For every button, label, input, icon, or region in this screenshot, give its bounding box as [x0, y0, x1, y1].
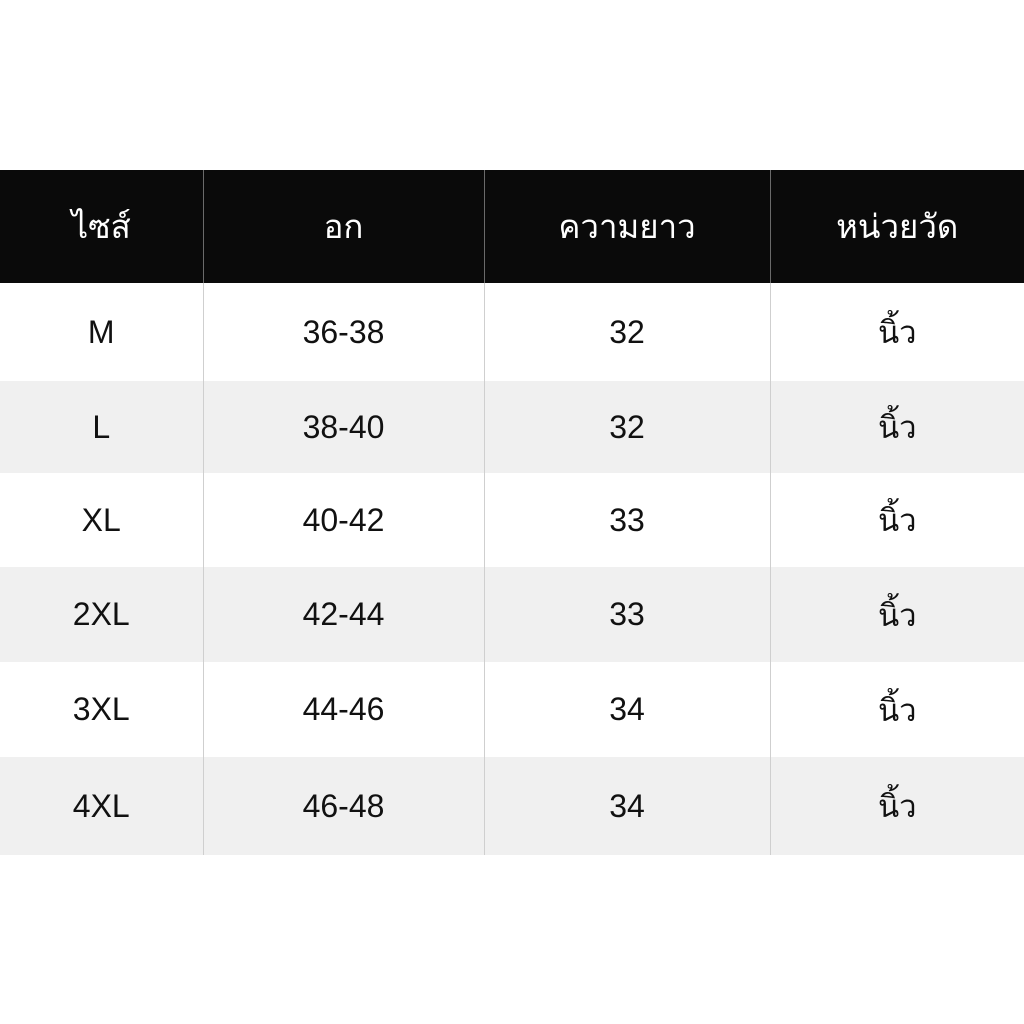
cell-length: 34: [484, 662, 770, 757]
cell-size: 4XL: [0, 757, 203, 855]
cell-size: L: [0, 381, 203, 473]
cell-length: 32: [484, 283, 770, 381]
cell-length: 32: [484, 381, 770, 473]
cell-chest: 36-38: [203, 283, 484, 381]
cell-size: XL: [0, 473, 203, 567]
table-row: [0, 662, 1024, 757]
cell-chest: 42-44: [203, 567, 484, 662]
table-row: [0, 381, 1024, 473]
table-body: [0, 283, 1024, 855]
cell-unit: นิ้ว: [770, 757, 1024, 855]
cell-chest: 40-42: [203, 473, 484, 567]
cell-size: M: [0, 283, 203, 381]
cell-unit: นิ้ว: [770, 473, 1024, 567]
cell-length: 33: [484, 473, 770, 567]
table-row: [0, 283, 1024, 381]
header-chest: อก: [203, 170, 484, 283]
cell-unit: นิ้ว: [770, 283, 1024, 381]
table-row: [0, 567, 1024, 662]
cell-length: 34: [484, 757, 770, 855]
header-unit: หน่วยวัด: [770, 170, 1024, 283]
cell-unit: นิ้ว: [770, 662, 1024, 757]
cell-length: 33: [484, 567, 770, 662]
cell-size: 3XL: [0, 662, 203, 757]
table-row: [0, 757, 1024, 855]
cell-unit: นิ้ว: [770, 381, 1024, 473]
header-size: ไซส์: [0, 170, 203, 283]
header-row: [0, 170, 1024, 283]
cell-unit: นิ้ว: [770, 567, 1024, 662]
header-length: ความยาว: [484, 170, 770, 283]
table-header: [0, 170, 1024, 283]
cell-chest: 46-48: [203, 757, 484, 855]
size-chart-table: [0, 170, 1024, 855]
cell-chest: 44-46: [203, 662, 484, 757]
table-row: [0, 473, 1024, 567]
cell-size: 2XL: [0, 567, 203, 662]
cell-chest: 38-40: [203, 381, 484, 473]
